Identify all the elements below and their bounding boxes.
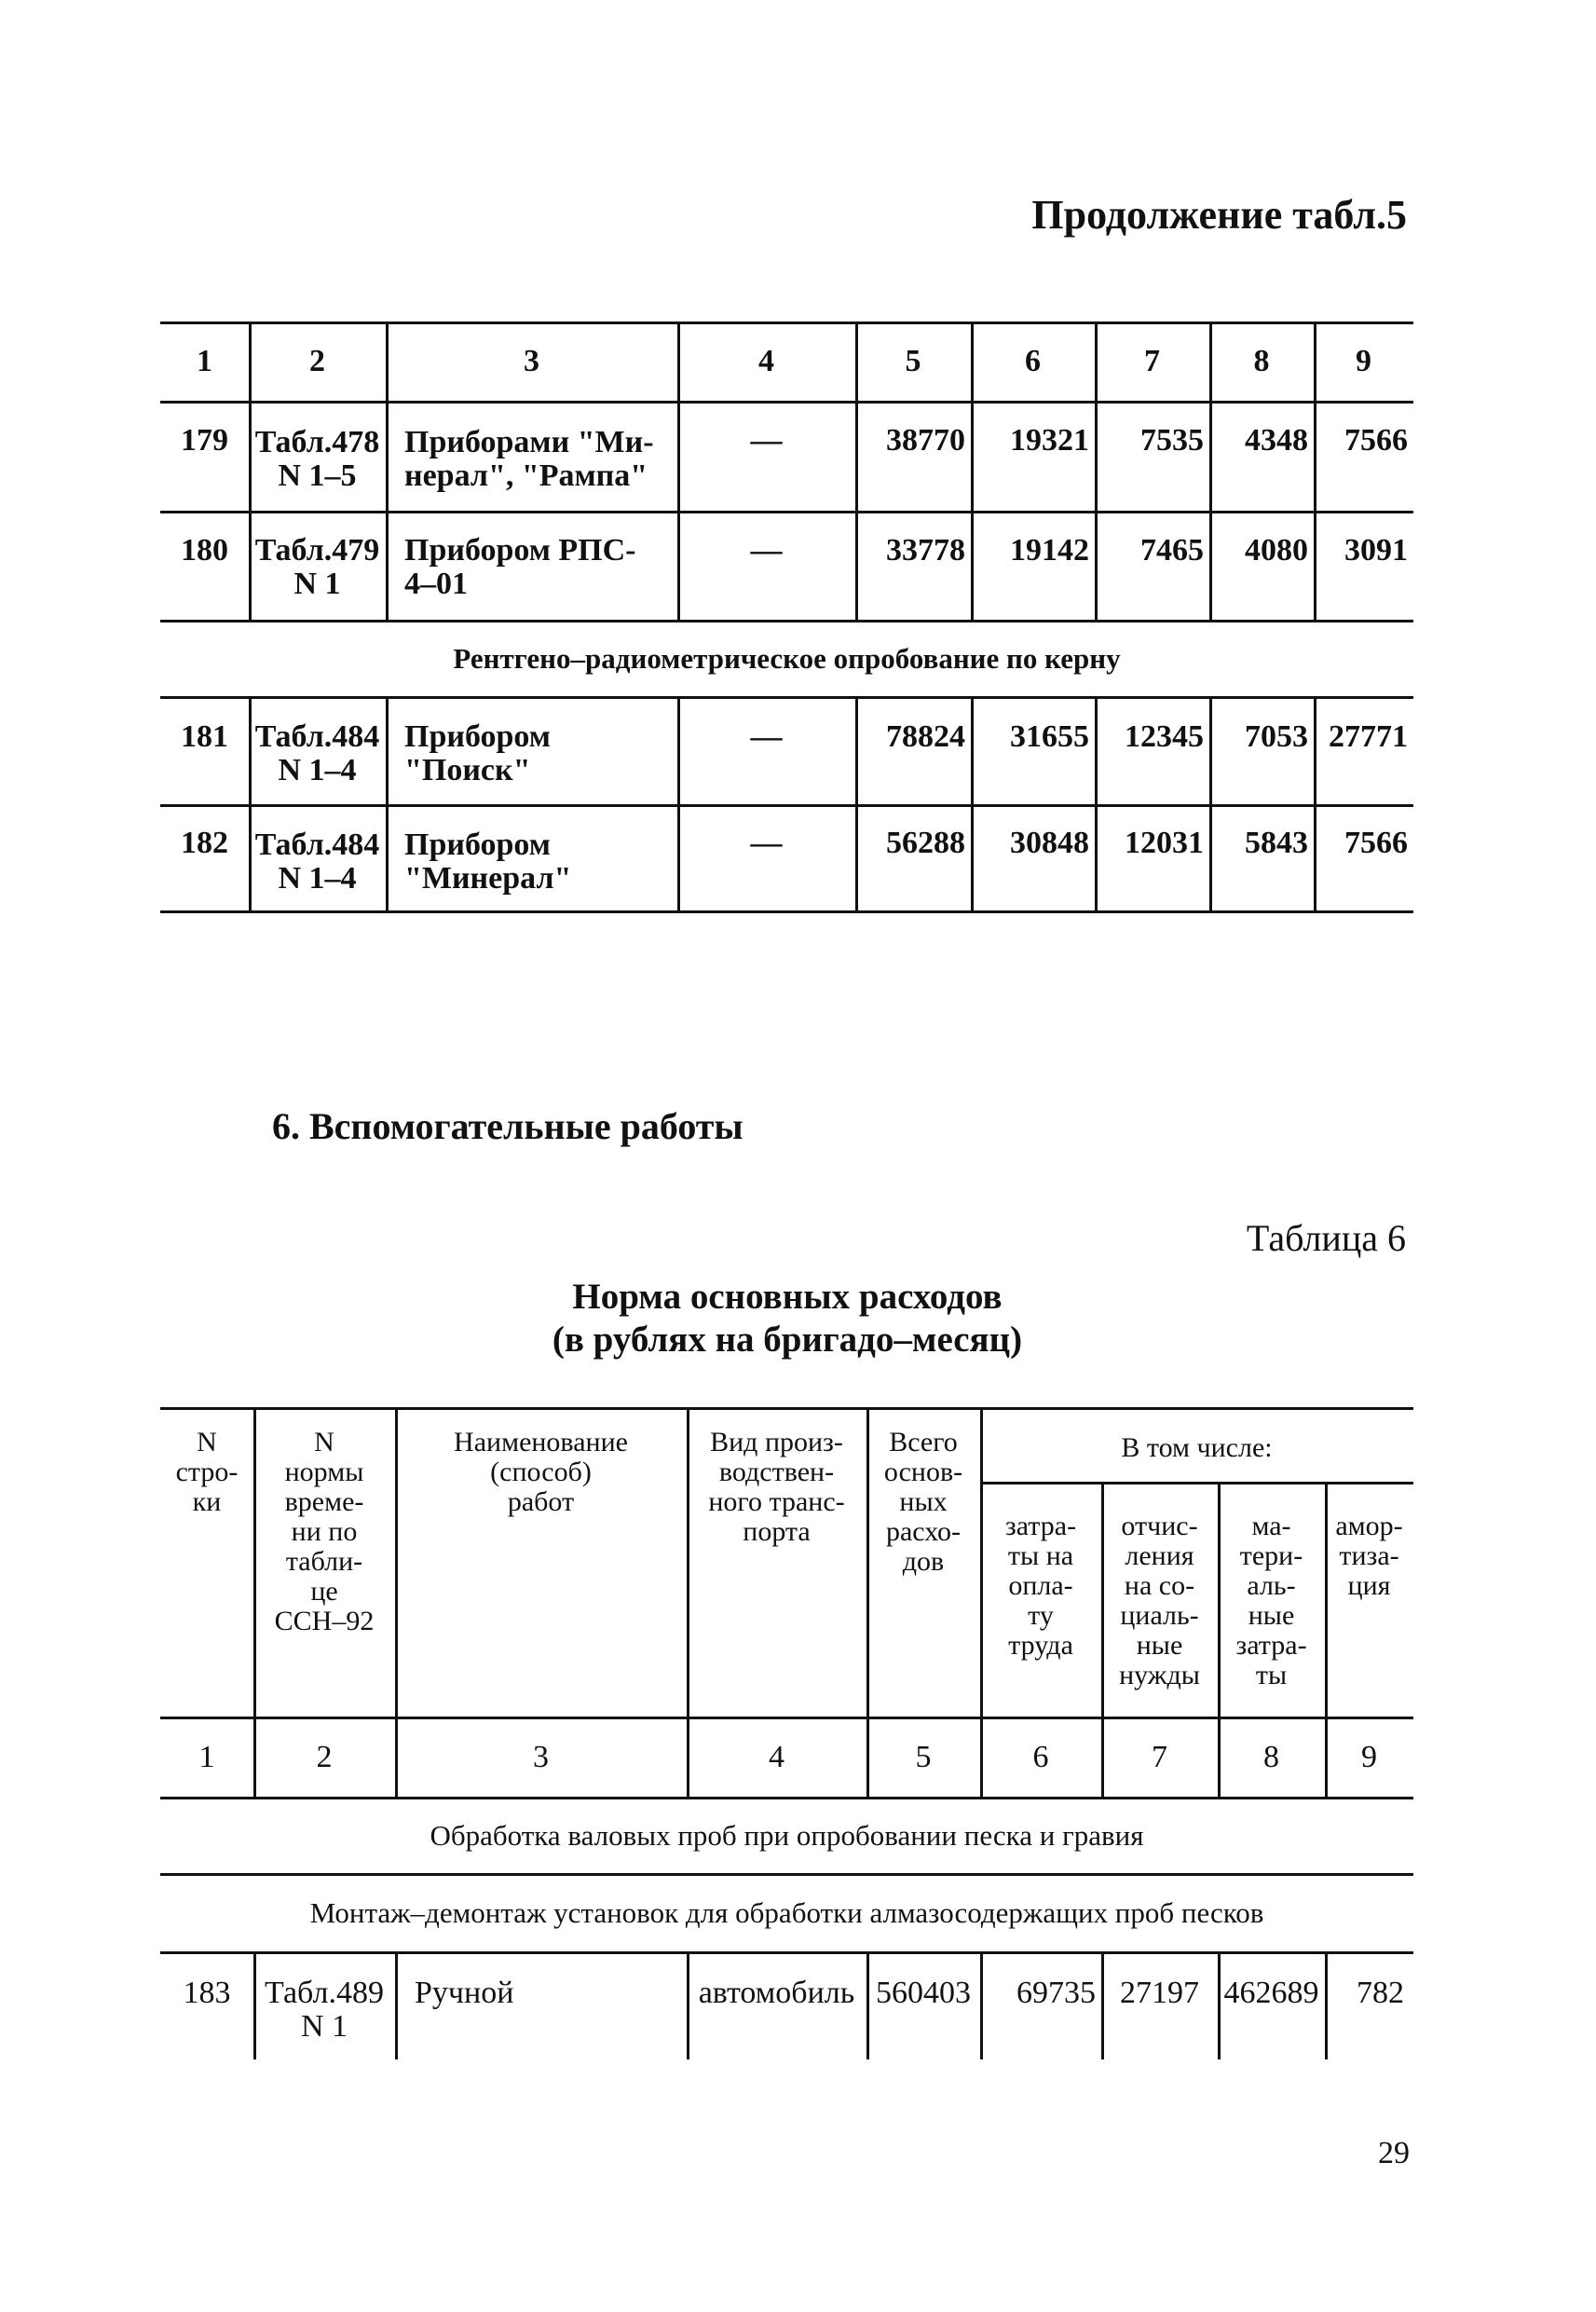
t6-col-7: 7 bbox=[1152, 1740, 1167, 1774]
table-6-title: Норма основных расходов bbox=[572, 1277, 1003, 1317]
header-labor: затра- ты на опла- ту труда bbox=[1004, 1511, 1077, 1661]
t5-col-8: 8 bbox=[1253, 344, 1270, 378]
section-heading: Обработка валовых проб при опробовании песка и гравия bbox=[430, 1819, 1144, 1852]
header-total: Всего основ- ных расхо- дов bbox=[883, 1427, 963, 1577]
t6-col-9: 9 bbox=[1361, 1740, 1377, 1774]
t6-col-1: 1 bbox=[198, 1740, 215, 1774]
header-n-line: N стро- ки bbox=[175, 1427, 239, 1517]
table-6-subtitle: (в рублях на бригадо–месяц) bbox=[552, 1320, 1023, 1360]
page-number: 29 bbox=[1378, 2136, 1410, 2170]
t6-col-8: 8 bbox=[1263, 1740, 1279, 1774]
t5-col-4: 4 bbox=[758, 344, 774, 378]
header-transport: Вид произ- водствен- ного транс- порта bbox=[708, 1427, 845, 1547]
header-including: В том числе: bbox=[1121, 1432, 1273, 1463]
t5-col-2: 2 bbox=[309, 344, 325, 378]
t6-col-4: 4 bbox=[769, 1740, 784, 1774]
header-n-norm: N нормы време- ни по табли- це ССН–92 bbox=[274, 1427, 375, 1636]
continuation-title: Продолжение табл.5 bbox=[1031, 192, 1407, 238]
t5-col-9: 9 bbox=[1356, 344, 1371, 378]
t6-col-2: 2 bbox=[316, 1740, 333, 1774]
t5-col-3: 3 bbox=[524, 344, 539, 378]
table-6-label: Таблица 6 bbox=[1246, 1217, 1406, 1259]
t5-col-1: 1 bbox=[197, 344, 212, 378]
table-6: N стро- ки N нормы време- ни по табли- це ССН–92 Наименование (способ) работ Вид произ- водствен- ного транс- порта Всего основ- ных расхо- дов В том числе: затра- ты на опла- ту труда отчис- ления на со- циаль- ные нужды ма- тери- аль- ные затра- ты амор- тиза- ция 1 2 3 4 5 6 7 8 9 Обработка валовых проб при опробовании песка и гравия Монтаж–демонтаж установок для обработки алмазосодержащих проб песков 183 Табл.489 N 1 Ручной автомобиль 560403 69735 27197 462689 782 bbox=[160, 1407, 1413, 2059]
t5-col-6: 6 bbox=[1025, 344, 1041, 378]
header-name: Наименование (способ) работ bbox=[454, 1427, 628, 1517]
section-heading: Монтаж–демонтаж установок для обработки алмазосодержащих проб песков bbox=[309, 1896, 1264, 1929]
header-social: отчис- ления на со- циаль- ные нужды bbox=[1119, 1511, 1200, 1690]
header-material: ма- тери- аль- ные затра- ты bbox=[1235, 1511, 1307, 1690]
t5-col-5: 5 bbox=[905, 344, 921, 378]
header-amort: амор- тиза- ция bbox=[1335, 1511, 1403, 1601]
t6-col-6: 6 bbox=[1032, 1740, 1049, 1774]
t5-col-7: 7 bbox=[1144, 344, 1160, 378]
t6-col-3: 3 bbox=[533, 1740, 549, 1774]
table-5: 1 2 3 4 5 6 7 8 9 179 Табл.478 N 1–5 Приборами "Ми- нерал", "Рампа" — 38770 19321 7535 4348 7566 180 Табл.479 N 1 Прибором РПС- 4–01 — 33778 19142 7465 4080 3091 Рентгено–радиометрическое опробование по керну 181 Табл.484 N 1–4 Прибором "Поиск" — 78824 31655 12345 7053 27771 182 Табл.484 N 1–4 Прибором "Минерал" — 56288 30848 12031 5843 7566 bbox=[160, 321, 1413, 910]
t6-col-5: 5 bbox=[915, 1740, 932, 1774]
section-heading: Рентгено–радиометрическое опробование по керну bbox=[453, 642, 1121, 675]
section-6-title: 6. Вспомогательные работы bbox=[272, 1105, 743, 1147]
